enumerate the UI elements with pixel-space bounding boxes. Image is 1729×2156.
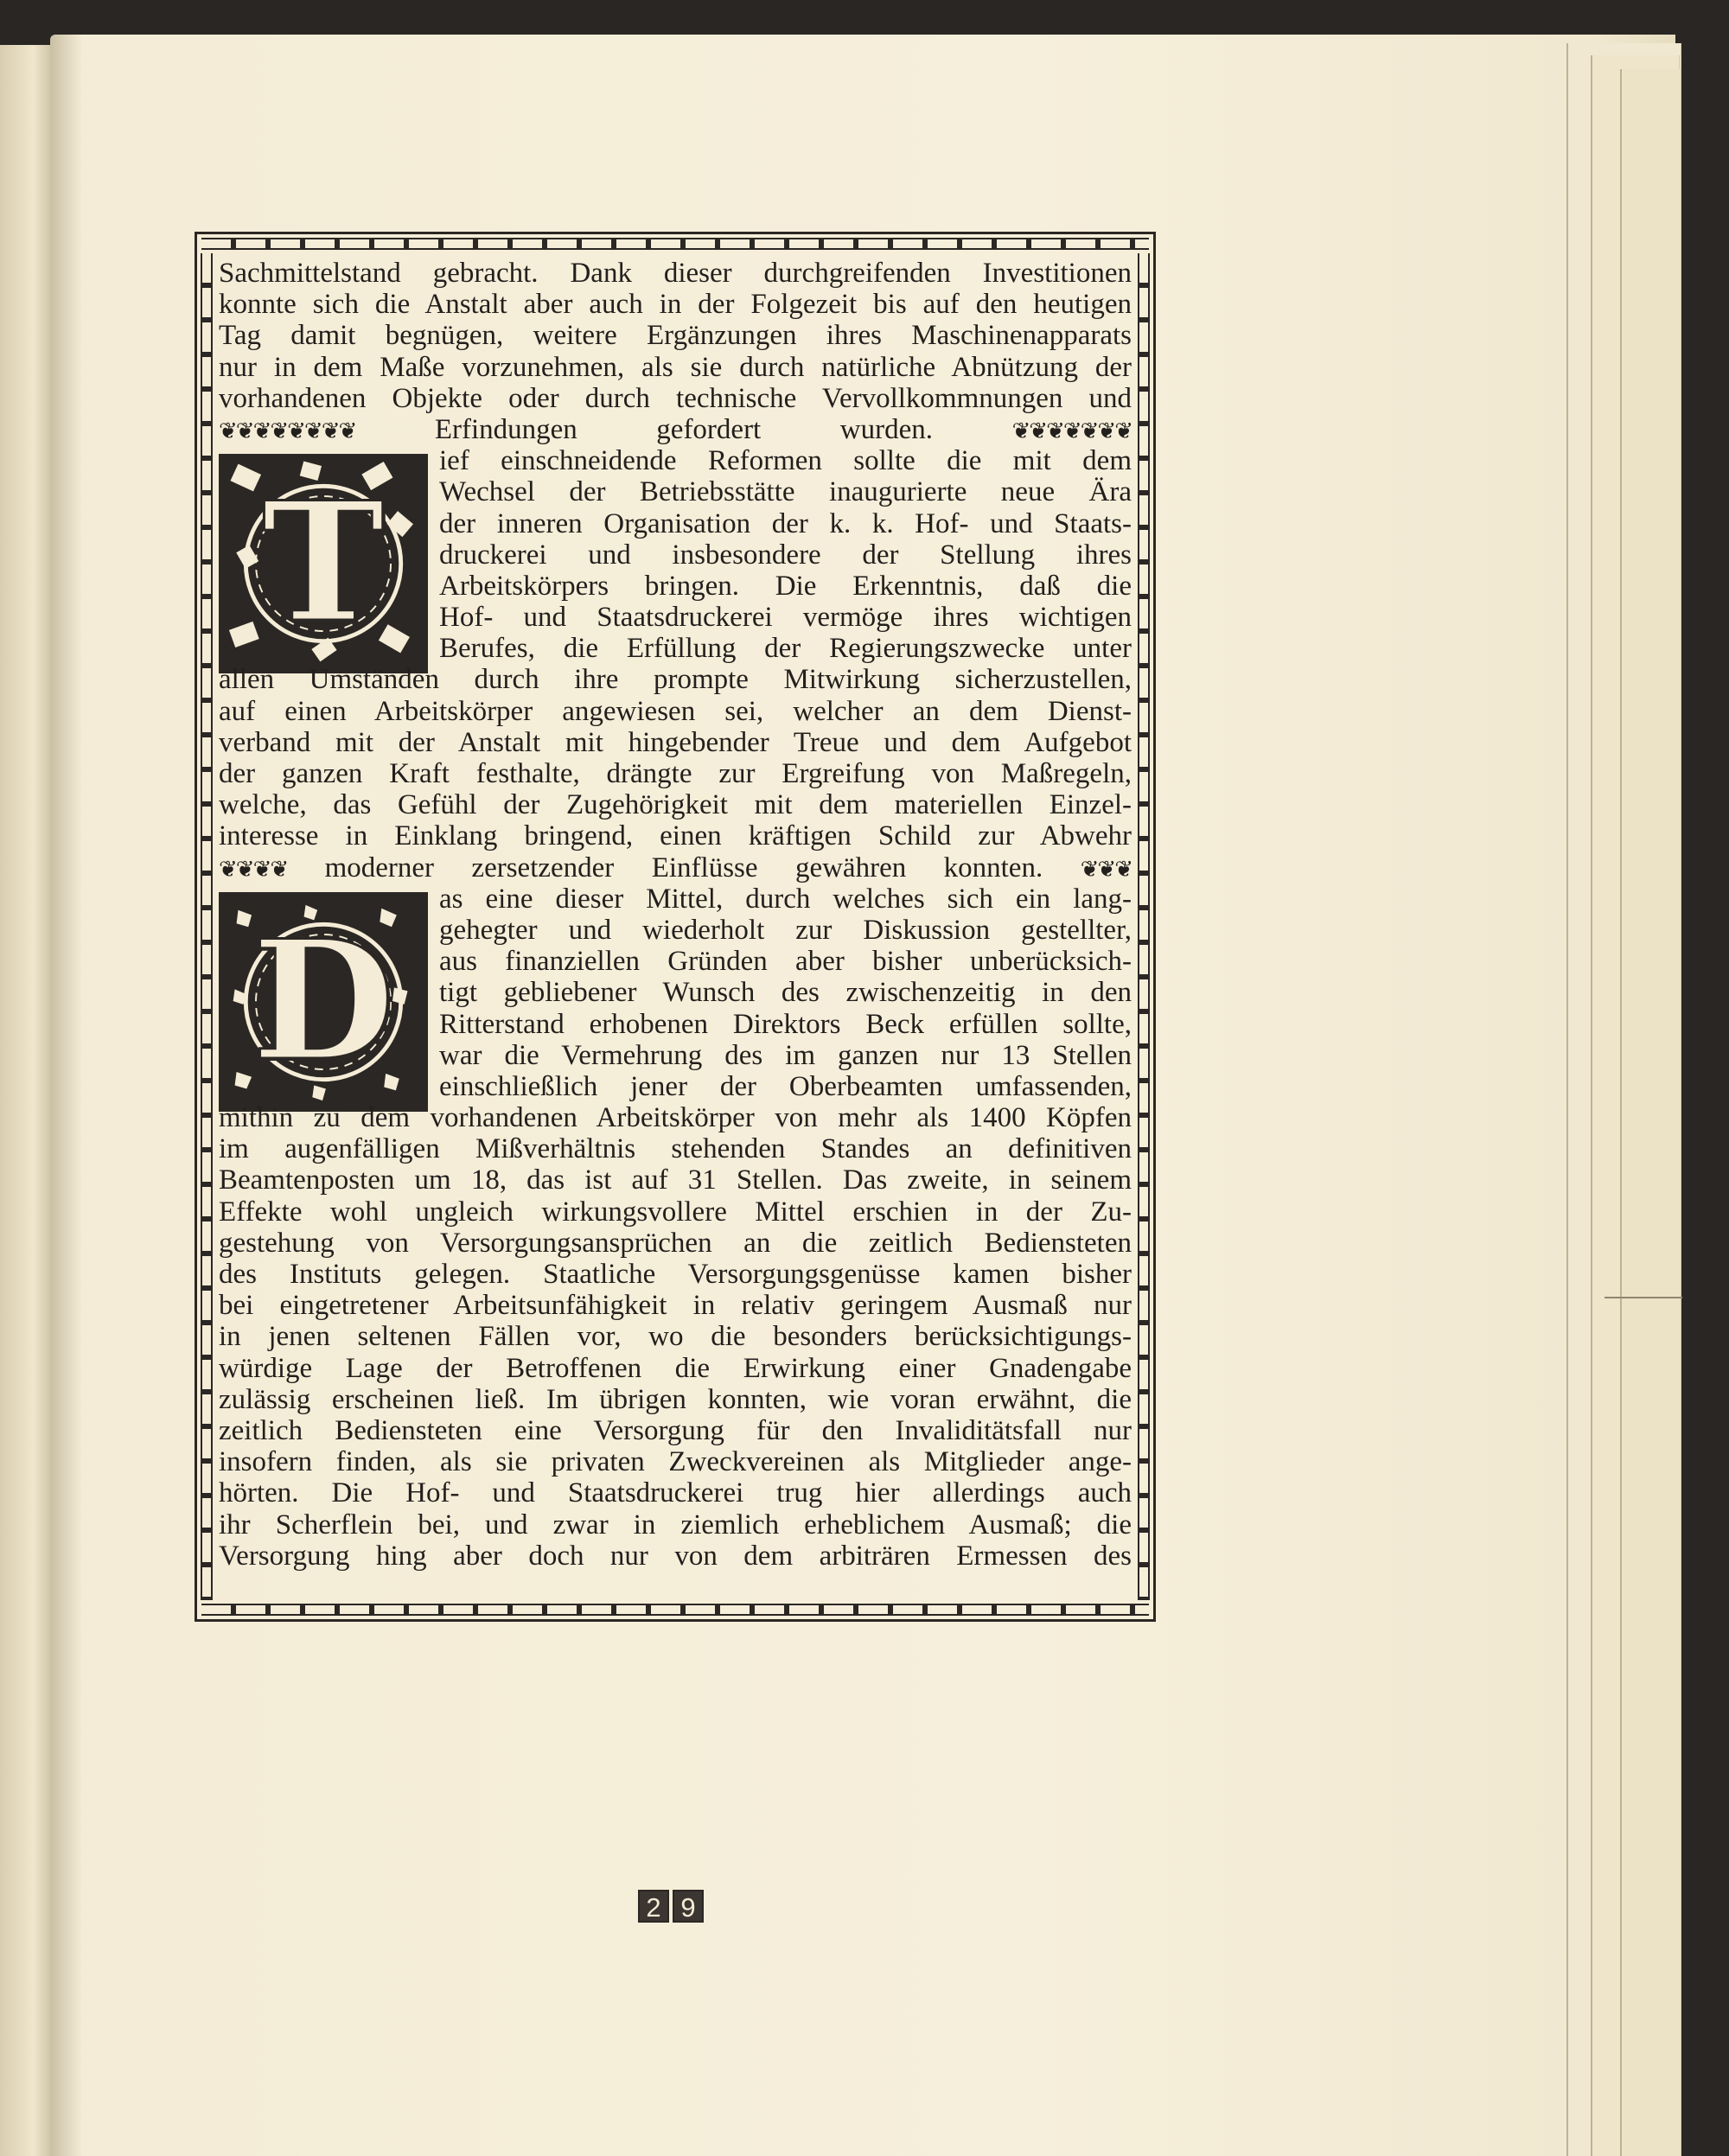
text-line: Tag damit begnügen, weitere Ergänzungen ihres Maschinenapparats xyxy=(219,320,1132,352)
ornament-right: ❦❦❦ xyxy=(1080,856,1132,882)
text-line: vorhandenen Objekte oder durch technische Vervollkommnungen und xyxy=(219,382,1132,414)
text-line: nur in dem Maße vorzunehmen, als sie durch natürliche Abnützung der xyxy=(219,351,1132,383)
text-line: Sachmittelstand gebracht. Dank dieser durchgreifenden Investitionen xyxy=(219,258,1132,289)
text-line: gestehung von Versorgungsansprüchen an die zeitlich Bediensteten xyxy=(219,1227,1132,1259)
text-line: allen Umständen durch ihre prompte Mitwirkung sicherzustellen, xyxy=(219,664,1132,696)
page-number-digit: 2 xyxy=(638,1890,669,1923)
text-line: Wechsel der Betriebsstätte inaugurierte neue Ära xyxy=(439,476,1132,508)
text-line: insofern finden, als sie privaten Zweckvereinen als Mitglieder ange- xyxy=(219,1446,1132,1478)
text-line: Effekte wohl ungleich wirkungsvollere Mittel erschien in der Zu- xyxy=(219,1196,1132,1228)
text-line: verband mit der Anstalt mit hingebender Treue und dem Aufgebot xyxy=(219,726,1132,758)
ornament-left: ❦❦❦❦❦❦❦❦ xyxy=(219,418,356,443)
text-line-ornamented xyxy=(219,414,1132,445)
text-line-ornamented xyxy=(219,852,1132,883)
body-text xyxy=(219,258,1132,1572)
text-line: aus finanziellen Gründen aber bisher unberücksich- xyxy=(439,946,1132,978)
text-line: zulässig erscheinen ließ. Im übrigen konnten, wie voran erwähnt, die xyxy=(219,1383,1132,1415)
text-line: war die Vermehrung des im ganzen nur 13 Stellen xyxy=(439,1039,1132,1071)
text-line: interesse in Einklang bringend, einen kräftigen Schild zur Abwehr xyxy=(219,820,1132,852)
initial-letter-d: D xyxy=(252,904,395,1097)
page-edge xyxy=(1620,69,1681,2156)
text-line: Beamtenposten um 18, das ist auf 31 Stellen. Das zweite, in seinem xyxy=(219,1164,1132,1196)
text-line: druckerei und insbesondere der Stellung ihres xyxy=(439,539,1132,571)
text-line: Hof- und Staatsdruckerei vermöge ihres wichtigen xyxy=(439,602,1132,634)
frame-rail-left xyxy=(201,253,213,1600)
text-line: in jenen seltenen Fällen vor, wo die besonders berücksichtigungs- xyxy=(219,1321,1132,1353)
text-line: welche, das Gefühl der Zugehörigkeit mit dem materiellen Einzel- xyxy=(219,789,1132,821)
page-number xyxy=(638,1890,704,1923)
text-line: würdige Lage der Betroffenen die Erwirkung einer Gnadengabe xyxy=(219,1352,1132,1384)
text-line: ief einschneidende Reformen sollte die mit dem xyxy=(439,445,1132,477)
text-line: einschließlich jener der Oberbeamten umfassenden, xyxy=(439,1070,1132,1102)
text-line: auf einen Arbeitskörper angewiesen sei, welcher an dem Dienst- xyxy=(219,695,1132,727)
text-line: bei eingetretener Arbeitsunfähigkeit in relativ geringem Ausmaß nur xyxy=(219,1290,1132,1322)
ornament-left: ❦❦❦❦ xyxy=(219,856,288,882)
frame-rail-top xyxy=(201,238,1149,250)
text-line: zeitlich Bediensteten eine Versorgung für den Invaliditätsfall nur xyxy=(219,1414,1132,1446)
text-line: konnte sich die Anstalt aber auch in der Folgezeit bis auf den heutigen xyxy=(219,289,1132,321)
text-line: Berufes, die Erfüllung der Regierungszwecke unter xyxy=(439,633,1132,665)
frame-rail-bottom xyxy=(201,1604,1149,1616)
initial-letter-t: T xyxy=(262,466,385,659)
text-line: moderner zersetzender Einflüsse gewähren konnten. xyxy=(324,852,1043,883)
frame-rail-right xyxy=(1138,253,1150,1600)
ornament-right: ❦❦❦❦❦❦❦ xyxy=(1011,418,1132,443)
text-line: Ritterstand erhobenen Direktors Beck erfüllen sollte, xyxy=(439,1008,1132,1040)
text-line: gehegter und wiederholt zur Diskussion gestellter, xyxy=(439,914,1132,946)
page-number-digit: 9 xyxy=(673,1890,704,1923)
text-line: Versorgung hing aber doch nur von dem arbiträren Ermessen des xyxy=(219,1540,1132,1572)
page-slip-line xyxy=(1605,1297,1682,1298)
text-line: tigt gebliebener Wunsch des zwischenzeitig in den xyxy=(439,977,1132,1009)
text-line: mithin zu dem vorhandenen Arbeitskörper von mehr als 1400 Köpfen xyxy=(219,1102,1132,1134)
text-line: im augenfälligen Mißverhältnis stehenden Standes an definitiven xyxy=(219,1133,1132,1165)
text-line: Erfindungen gefordert wurden. xyxy=(434,413,933,445)
text-line: ihr Scherflein bei, und zwar in ziemlich erheblichem Ausmaß; die xyxy=(219,1509,1132,1540)
text-line: hörten. Die Hof- und Staatsdruckerei trug hier allerdings auch xyxy=(219,1477,1132,1509)
text-line: der ganzen Kraft festhalte, drängte zur Ergreifung von Maßregeln, xyxy=(219,758,1132,789)
text-line: der inneren Organisation der k. k. Hof- und Staats- xyxy=(439,507,1132,539)
text-line: Arbeitskörpers bringen. Die Erkenntnis, daß die xyxy=(439,570,1132,602)
text-line: as eine dieser Mittel, durch welches sich ein lang- xyxy=(439,883,1132,915)
text-line: des Instituts gelegen. Staatliche Versorgungsgenüsse kamen bisher xyxy=(219,1259,1132,1290)
